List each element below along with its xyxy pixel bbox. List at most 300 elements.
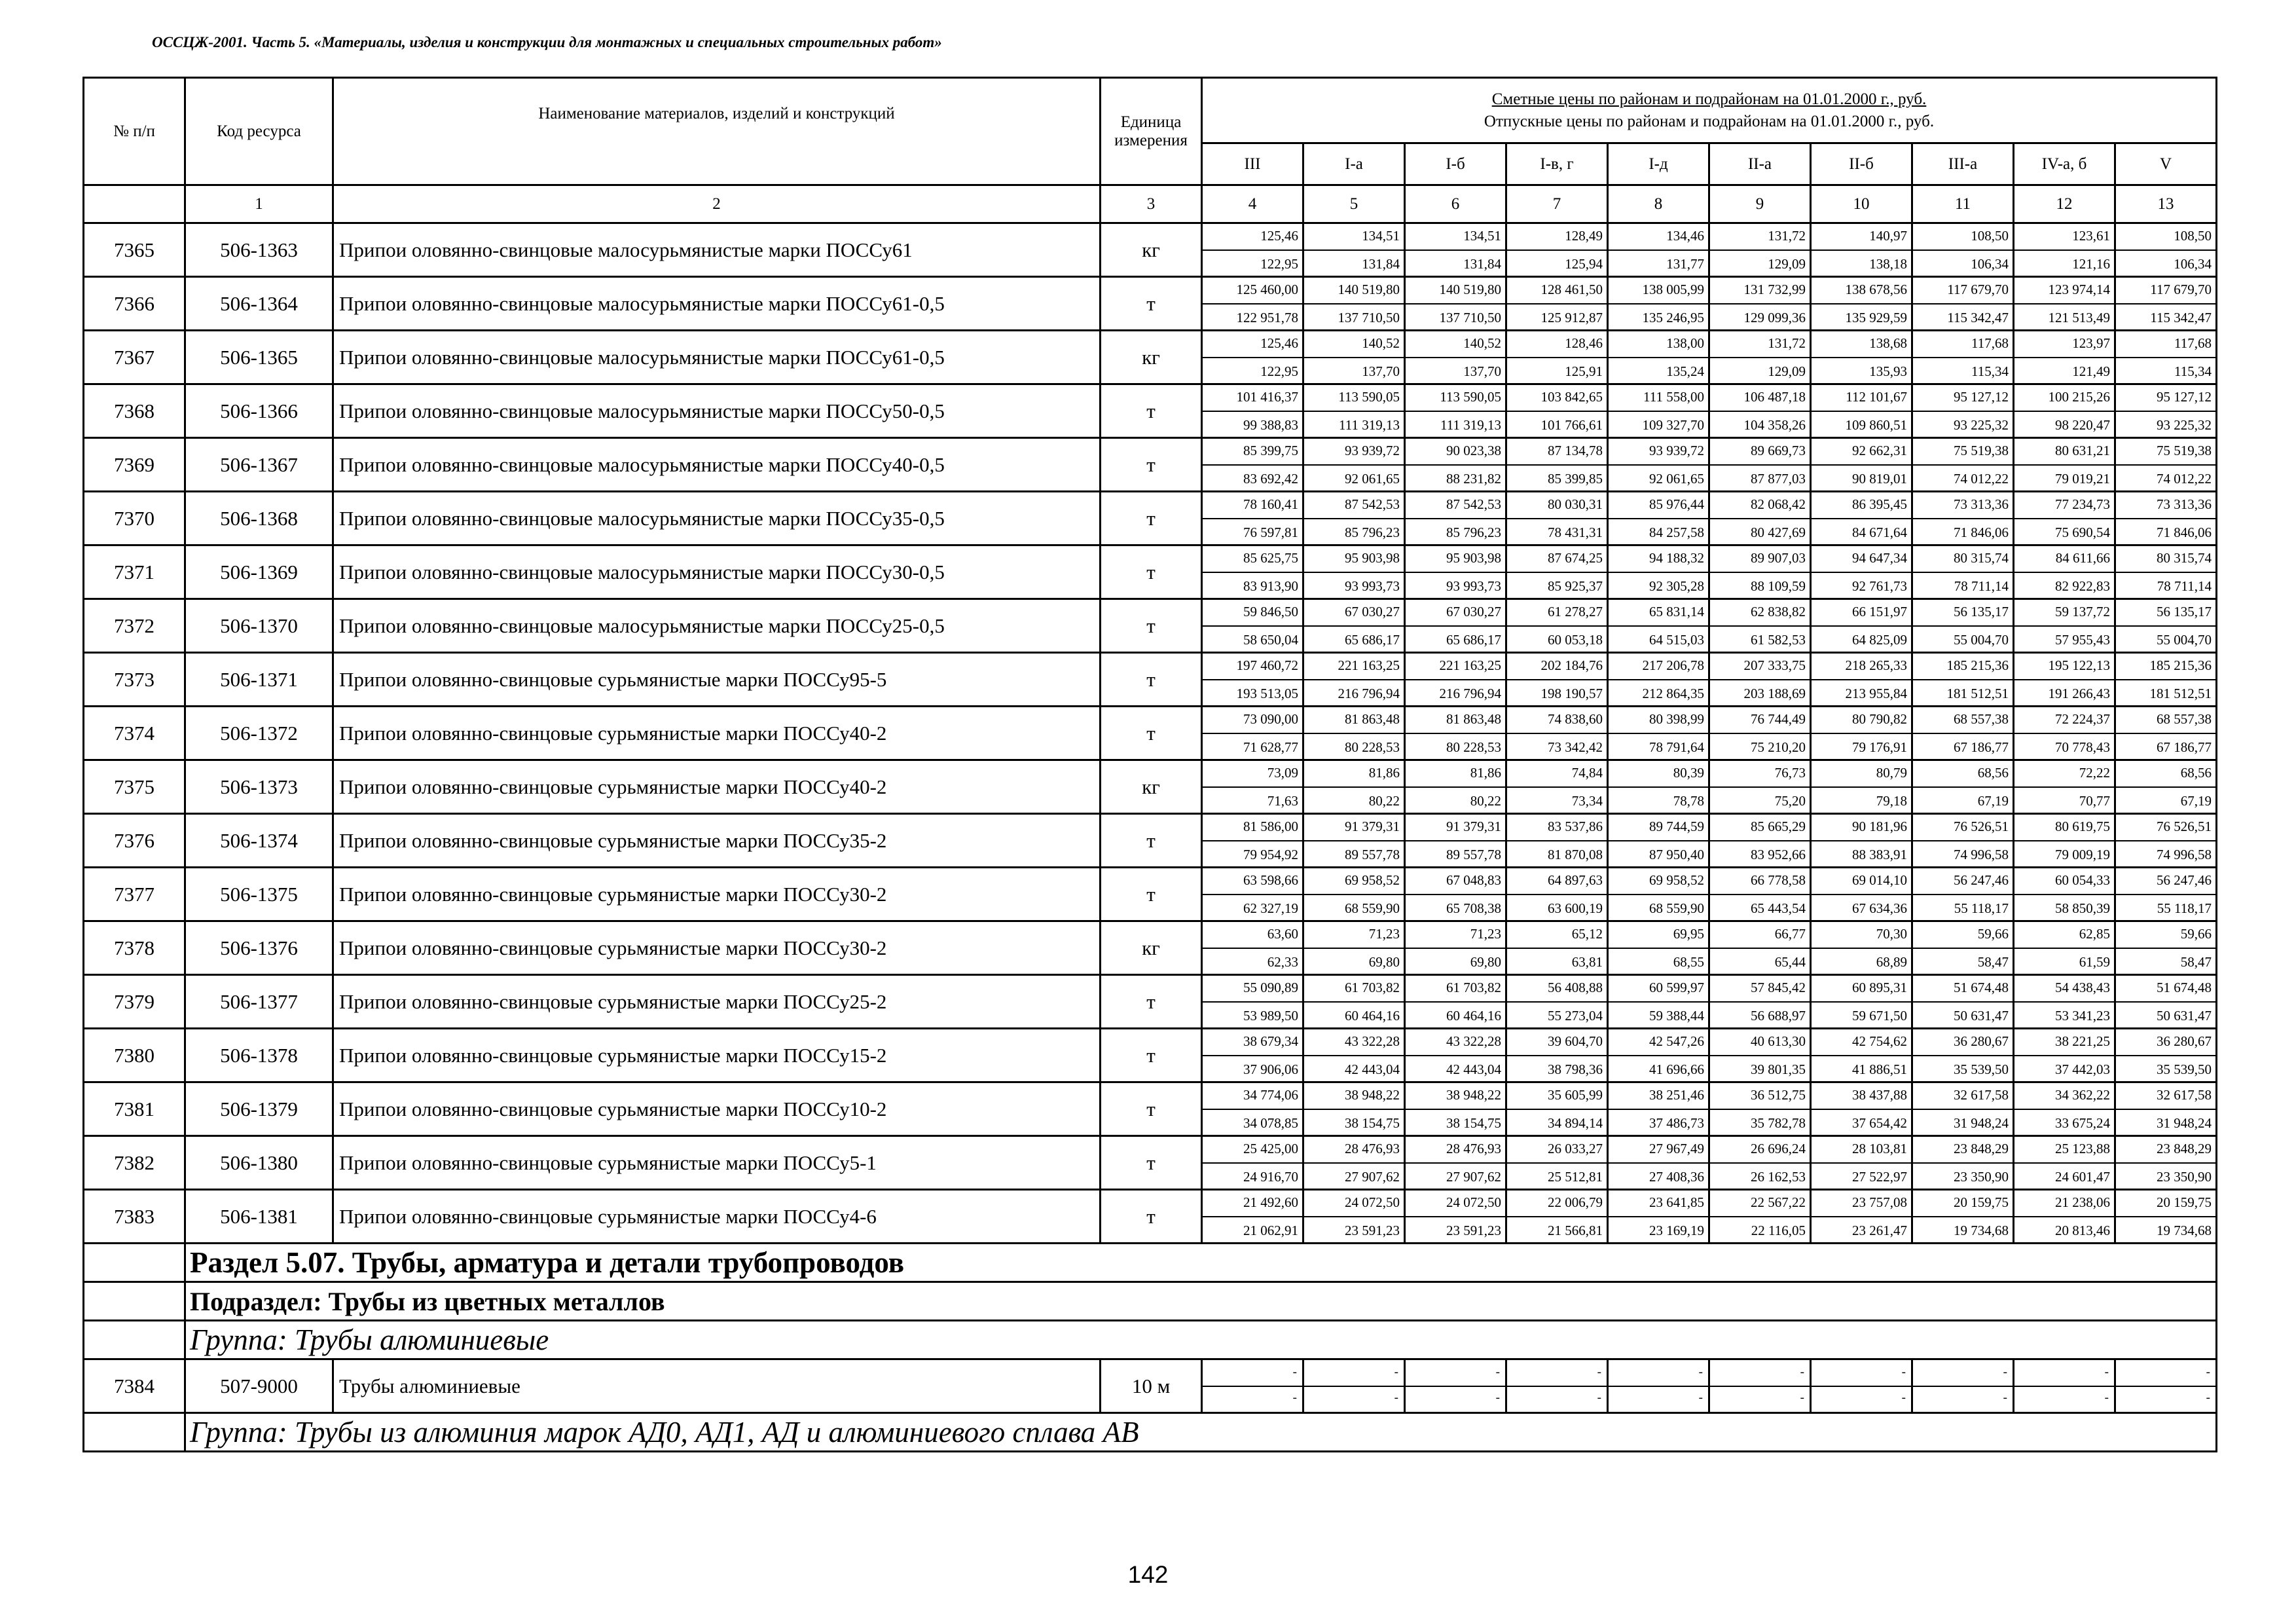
- estimate-price: 89 669,73: [1710, 439, 1810, 466]
- estimate-price: 111 558,00: [1609, 385, 1708, 412]
- price-cell: [1405, 653, 1506, 707]
- price-cell: [2014, 384, 2115, 438]
- estimate-price: 140,97: [1812, 224, 1911, 251]
- price-cell: [1608, 868, 1709, 921]
- release-price: 55 004,70: [1954, 632, 2009, 648]
- release-price: 23 169,19: [1649, 1223, 1704, 1238]
- estimate-price: 62,85: [2014, 922, 2114, 949]
- estimate-price: 123,97: [2014, 331, 2114, 358]
- release-price: 65,44: [1774, 954, 1806, 970]
- estimate-price: 69,95: [1609, 922, 1708, 949]
- price-cell: [1405, 760, 1506, 814]
- estimate-price: 185 215,36: [1913, 654, 2013, 680]
- table-row: [84, 438, 2217, 492]
- price-cell: [1202, 975, 1303, 1029]
- price-cell: [1506, 707, 1608, 760]
- region-header: I-д: [1608, 143, 1709, 185]
- estimate-price: 36 280,67: [1913, 1029, 2013, 1056]
- price-cell: [1912, 1029, 2014, 1082]
- release-price: 39 801,35: [1751, 1061, 1806, 1077]
- release-price: 82 922,83: [2055, 578, 2110, 594]
- estimate-price: 117,68: [2116, 331, 2215, 358]
- release-price: 58,47: [1977, 954, 2009, 970]
- unit: т: [1101, 868, 1202, 921]
- estimate-price: 38 437,88: [1812, 1083, 1911, 1110]
- price-cell: [1506, 384, 1608, 438]
- price-cell: [1202, 331, 1303, 384]
- table-row: [84, 1136, 2217, 1190]
- release-price-dash: -: [1394, 1391, 1398, 1405]
- column-number-blank: [84, 185, 185, 223]
- estimate-price: 87 542,53: [1406, 492, 1505, 519]
- estimate-price: 125,46: [1203, 224, 1302, 251]
- estimate-price: 32 617,58: [1913, 1083, 2013, 1110]
- estimate-price: 85 665,29: [1710, 815, 1810, 841]
- release-price: 79 019,21: [2055, 471, 2110, 487]
- estimate-price: 80 790,82: [1812, 707, 1911, 734]
- estimate-price: 68 557,38: [2116, 707, 2215, 734]
- price-cell: [1405, 438, 1506, 492]
- table-row: [84, 331, 2217, 384]
- price-cell: [2115, 653, 2217, 707]
- estimate-price: 81,86: [1406, 761, 1505, 788]
- price-cell: [2115, 975, 2217, 1029]
- estimate-price: 72,22: [2014, 761, 2114, 788]
- release-price-dash: -: [1495, 1391, 1500, 1405]
- release-price: 88 109,59: [1751, 578, 1806, 594]
- release-price: 67 634,36: [1852, 900, 1907, 916]
- estimate-price: 63,60: [1203, 922, 1302, 949]
- price-cell: [1912, 1082, 2014, 1136]
- release-price: 104 358,26: [1743, 417, 1806, 433]
- release-price: 74 996,58: [1954, 847, 2009, 862]
- price-cell: [1405, 331, 1506, 384]
- price-cell: [1405, 1359, 1506, 1413]
- material-name: Припои оловянно-свинцовые сурьмянистые марки ПОССу10-2: [333, 1082, 1101, 1136]
- estimate-price: 131 732,99: [1710, 278, 1810, 304]
- estimate-price: 51 674,48: [1913, 976, 2013, 1003]
- header-name-text: Наименование материалов, изделий и конструкций: [538, 105, 895, 122]
- release-price: 57 955,43: [2055, 632, 2110, 648]
- release-price: 55 273,04: [1548, 1008, 1603, 1024]
- estimate-price-dash: -: [2116, 1360, 2215, 1387]
- table-row: [84, 277, 2217, 331]
- estimate-price-dash: -: [1609, 1360, 1708, 1387]
- estimate-price: 27 967,49: [1609, 1137, 1708, 1164]
- release-price: 89 557,78: [1345, 847, 1400, 862]
- release-price: 101 766,61: [1540, 417, 1603, 433]
- price-cell: [1202, 707, 1303, 760]
- estimate-price: 69 958,52: [1304, 868, 1404, 895]
- price-cell: [1506, 975, 1608, 1029]
- price-cell: [1608, 1029, 1709, 1082]
- release-price: 81 870,08: [1548, 847, 1603, 862]
- price-cell: [1608, 384, 1709, 438]
- release-price: 55 118,17: [1954, 900, 2009, 916]
- column-number: 13: [2115, 185, 2217, 223]
- release-price: 93 225,32: [2157, 417, 2212, 433]
- estimate-price: 138,68: [1812, 331, 1911, 358]
- release-price: 35 539,50: [1954, 1061, 2009, 1077]
- release-price: 23 261,47: [1852, 1223, 1907, 1238]
- price-cell: [1608, 599, 1709, 653]
- estimate-price-dash: -: [1710, 1360, 1810, 1387]
- release-price: 41 886,51: [1852, 1061, 1907, 1077]
- release-price: 85 925,37: [1548, 578, 1603, 594]
- price-cell: [1811, 223, 1912, 277]
- estimate-price: 91 379,31: [1406, 815, 1505, 841]
- release-price: 27 907,62: [1446, 1169, 1501, 1185]
- estimate-price: 38 251,46: [1609, 1083, 1708, 1110]
- price-cell: [1709, 223, 1811, 277]
- price-cell: [1405, 1190, 1506, 1244]
- estimate-price: 28 476,93: [1406, 1137, 1505, 1164]
- row-number: 7373: [84, 653, 185, 707]
- group-title-num-blank: [84, 1321, 185, 1359]
- estimate-price: 87 134,78: [1507, 439, 1607, 466]
- price-cell: [2014, 599, 2115, 653]
- release-price: 67 186,77: [1954, 739, 2009, 755]
- unit: т: [1101, 492, 1202, 545]
- release-price: 59 388,44: [1649, 1008, 1704, 1024]
- price-cell: [1303, 1359, 1405, 1413]
- estimate-price: 75 519,38: [2116, 439, 2215, 466]
- release-price: 56 688,97: [1751, 1008, 1806, 1024]
- estimate-price: 72 224,37: [2014, 707, 2114, 734]
- price-cell: [2014, 545, 2115, 599]
- price-cell: [1506, 814, 1608, 868]
- unit: т: [1101, 814, 1202, 868]
- release-price: 71 846,06: [1954, 525, 2009, 540]
- price-cell: [1709, 1359, 1811, 1413]
- estimate-price: 67 030,27: [1304, 600, 1404, 627]
- price-cell: [1709, 545, 1811, 599]
- release-price: 83 692,42: [1243, 471, 1298, 487]
- estimate-price: 38 679,34: [1203, 1029, 1302, 1056]
- price-cell: [2115, 599, 2217, 653]
- release-price: 92 305,28: [1649, 578, 1704, 594]
- price-cell: [1202, 599, 1303, 653]
- price-cell: [1709, 868, 1811, 921]
- price-cell: [1912, 1190, 2014, 1244]
- release-price: 216 796,94: [1439, 686, 1501, 701]
- group-title-row: [84, 1321, 2217, 1359]
- estimate-price: 128,49: [1507, 224, 1607, 251]
- material-name: Припои оловянно-свинцовые малосурьмянистые марки ПОССу61: [333, 223, 1101, 277]
- material-name: Припои оловянно-свинцовые сурьмянистые марки ПОССу25-2: [333, 975, 1101, 1029]
- estimate-price: 59,66: [1913, 922, 2013, 949]
- release-price: 181 512,51: [2149, 686, 2212, 701]
- release-price: 115 342,47: [2150, 310, 2212, 325]
- estimate-price: 55 090,89: [1203, 976, 1302, 1003]
- release-price: 60 464,16: [1446, 1008, 1501, 1024]
- section-title-num-blank: [84, 1244, 185, 1282]
- price-cell: [1811, 975, 1912, 1029]
- release-price: 38 798,36: [1548, 1061, 1603, 1077]
- price-cell: [1912, 921, 2014, 975]
- release-price: 83 913,90: [1243, 578, 1298, 594]
- price-cell: [1303, 814, 1405, 868]
- release-price: 115 342,47: [1947, 310, 2009, 325]
- estimate-price: 131,72: [1710, 224, 1810, 251]
- price-cell: [1912, 492, 2014, 545]
- release-price: 83 952,66: [1751, 847, 1806, 862]
- estimate-price: 61 703,82: [1304, 976, 1404, 1003]
- estimate-price: 20 159,75: [2116, 1190, 2215, 1217]
- estimate-price: 81,86: [1304, 761, 1404, 788]
- price-cell: [1912, 223, 2014, 277]
- release-price: 198 190,57: [1540, 686, 1603, 701]
- price-cell: [1912, 868, 2014, 921]
- region-header: III-а: [1912, 143, 2014, 185]
- price-cell: [1303, 653, 1405, 707]
- release-price: 53 341,23: [2055, 1008, 2110, 1024]
- material-name: Припои оловянно-свинцовые сурьмянистые марки ПОССу40-2: [333, 707, 1101, 760]
- price-cell: [1608, 760, 1709, 814]
- table-row: [84, 545, 2217, 599]
- estimate-price: 92 662,31: [1812, 439, 1911, 466]
- price-table: [82, 77, 2217, 1452]
- release-price: 22 116,05: [1751, 1223, 1806, 1238]
- price-cell: [1405, 1029, 1506, 1082]
- row-number: 7378: [84, 921, 185, 975]
- price-cell: [2115, 707, 2217, 760]
- estimate-price: 217 206,78: [1609, 654, 1708, 680]
- estimate-price: 61 278,27: [1507, 600, 1607, 627]
- release-price: 216 796,94: [1338, 686, 1400, 701]
- resource-code: 506-1372: [185, 707, 333, 760]
- release-price: 135,93: [1869, 363, 1907, 379]
- column-number: 1: [185, 185, 333, 223]
- column-number: 3: [1101, 185, 1202, 223]
- release-price: 131,84: [1463, 256, 1501, 272]
- release-price: 74 996,58: [2157, 847, 2212, 862]
- release-price: 92 761,73: [1852, 578, 1907, 594]
- release-price: 75 210,20: [1751, 739, 1806, 755]
- release-price: 65 686,17: [1345, 632, 1400, 648]
- estimate-price: 90 181,96: [1812, 815, 1911, 841]
- row-number: 7369: [84, 438, 185, 492]
- estimate-price: 80 315,74: [2116, 546, 2215, 573]
- price-cell: [1506, 1359, 1608, 1413]
- row-number: 7365: [84, 223, 185, 277]
- estimate-price: 81 863,48: [1406, 707, 1505, 734]
- estimate-price: 67 048,83: [1406, 868, 1505, 895]
- price-cell: [1709, 599, 1811, 653]
- release-price: 35 539,50: [2157, 1061, 2212, 1077]
- column-number: 2: [333, 185, 1101, 223]
- price-cell: [1405, 223, 1506, 277]
- estimate-price: 138 005,99: [1609, 278, 1708, 304]
- price-cell: [1912, 707, 2014, 760]
- release-price: 23 350,90: [2157, 1169, 2212, 1185]
- running-head: ОССЦЖ-2001. Часть 5. «Материалы, изделия и конструкции для монтажных и специальных строительных работ»: [152, 34, 942, 50]
- release-price: 78 711,14: [1954, 578, 2009, 594]
- unit: кг: [1101, 331, 1202, 384]
- price-cell: [1608, 1190, 1709, 1244]
- table-row: [84, 1190, 2217, 1244]
- estimate-price: 21 238,06: [2014, 1190, 2114, 1217]
- estimate-price-dash: -: [1203, 1360, 1302, 1387]
- price-cell: [1303, 760, 1405, 814]
- price-cell: [2115, 492, 2217, 545]
- price-cell: [1811, 1029, 1912, 1082]
- row-number: 7370: [84, 492, 185, 545]
- estimate-price: 95 127,12: [1913, 385, 2013, 412]
- price-cell: [1202, 1359, 1303, 1413]
- price-cell: [1202, 545, 1303, 599]
- release-price: 87 950,40: [1649, 847, 1704, 862]
- price-cell: [1303, 438, 1405, 492]
- column-number: 5: [1303, 185, 1405, 223]
- price-cell: [1811, 492, 1912, 545]
- price-cell: [1709, 707, 1811, 760]
- unit: кг: [1101, 223, 1202, 277]
- release-price: 61 582,53: [1751, 632, 1806, 648]
- section-title: Раздел 5.07. Трубы, арматура и детали трубопроводов: [185, 1244, 2217, 1282]
- release-price: 121 513,49: [2048, 310, 2110, 325]
- estimate-price: 221 163,25: [1406, 654, 1505, 680]
- price-cell: [1506, 223, 1608, 277]
- material-name: Припои оловянно-свинцовые сурьмянистые марки ПОССу4-6: [333, 1190, 1101, 1244]
- price-cell: [1608, 1359, 1709, 1413]
- estimate-price: 65 831,14: [1609, 600, 1708, 627]
- estimate-price: 56 247,46: [2116, 868, 2215, 895]
- group-title-2-num-blank: [84, 1413, 185, 1452]
- price-cell: [1303, 1029, 1405, 1082]
- price-cell: [1709, 492, 1811, 545]
- price-cell: [1811, 760, 1912, 814]
- release-price: 111 319,13: [1339, 417, 1400, 433]
- unit: т: [1101, 707, 1202, 760]
- price-cell: [2115, 1190, 2217, 1244]
- price-cell: [1405, 492, 1506, 545]
- estimate-price: 128 461,50: [1507, 278, 1607, 304]
- estimate-price: 36 512,75: [1710, 1083, 1810, 1110]
- row-number: 7372: [84, 599, 185, 653]
- row-number: 7366: [84, 277, 185, 331]
- release-price: 80 427,69: [1751, 525, 1806, 540]
- release-price: 129 099,36: [1743, 310, 1806, 325]
- price-cell: [1303, 1190, 1405, 1244]
- release-price-dash: -: [1698, 1391, 1703, 1405]
- price-cell: [1405, 1136, 1506, 1190]
- unit: кг: [1101, 760, 1202, 814]
- estimate-price: 85 399,75: [1203, 439, 1302, 466]
- estimate-price: 80 030,31: [1507, 492, 1607, 519]
- price-cell: [1709, 1190, 1811, 1244]
- release-price: 181 512,51: [1946, 686, 2009, 701]
- price-cell: [1608, 438, 1709, 492]
- price-cell: [1811, 1190, 1912, 1244]
- estimate-price: 83 537,86: [1507, 815, 1607, 841]
- column-number: 6: [1405, 185, 1506, 223]
- release-price: 78 431,31: [1548, 525, 1603, 540]
- release-price: 23 591,23: [1345, 1223, 1400, 1238]
- release-price-dash: -: [2104, 1391, 2109, 1405]
- release-price: 125,91: [1565, 363, 1603, 379]
- price-cell: [1202, 760, 1303, 814]
- resource-code: 507-9000: [185, 1359, 333, 1413]
- release-price: 63,81: [1571, 954, 1603, 970]
- estimate-price: 73,09: [1203, 761, 1302, 788]
- release-price: 98 220,47: [2055, 417, 2110, 433]
- region-header: IV-а, б: [2014, 143, 2115, 185]
- price-cell: [1709, 653, 1811, 707]
- price-cell: [1811, 277, 1912, 331]
- price-cell: [2014, 707, 2115, 760]
- release-price: 115,34: [2174, 363, 2212, 379]
- price-cell: [2115, 277, 2217, 331]
- resource-code: 506-1365: [185, 331, 333, 384]
- price-cell: [1405, 599, 1506, 653]
- subsection-title: Подраздел: Трубы из цветных металлов: [185, 1282, 2217, 1321]
- release-price: 73 342,42: [1548, 739, 1603, 755]
- estimate-price: 140,52: [1406, 331, 1505, 358]
- estimate-price: 56 247,46: [1913, 868, 2013, 895]
- price-cell: [1405, 384, 1506, 438]
- price-cell: [1912, 384, 2014, 438]
- material-name: Припои оловянно-свинцовые сурьмянистые марки ПОССу30-2: [333, 921, 1101, 975]
- release-price: 109 327,70: [1642, 417, 1704, 433]
- price-cell: [1709, 975, 1811, 1029]
- estimate-price: 94 188,32: [1609, 546, 1708, 573]
- price-cell: [1912, 545, 2014, 599]
- release-price: 68,89: [1876, 954, 1907, 970]
- release-price: 70,77: [2079, 793, 2110, 809]
- release-price: 27 408,36: [1649, 1169, 1704, 1185]
- estimate-price: 140 519,80: [1406, 278, 1505, 304]
- estimate-price-dash: -: [1507, 1360, 1607, 1387]
- row-number: 7381: [84, 1082, 185, 1136]
- price-cell: [2115, 1082, 2217, 1136]
- estimate-price: 140 519,80: [1304, 278, 1404, 304]
- release-price: 68 559,90: [1649, 900, 1704, 916]
- release-price: 121,16: [2072, 256, 2110, 272]
- release-price: 60 464,16: [1345, 1008, 1400, 1024]
- release-price: 84 671,64: [1852, 525, 1907, 540]
- release-price: 70 778,43: [2055, 739, 2110, 755]
- estimate-price: 34 774,06: [1203, 1083, 1302, 1110]
- header-num: № п/п: [84, 78, 185, 185]
- release-price: 67,19: [2180, 793, 2212, 809]
- release-price: 131,84: [1362, 256, 1400, 272]
- release-price: 84 257,58: [1649, 525, 1704, 540]
- release-price: 80 228,53: [1446, 739, 1501, 755]
- estimate-price: 207 333,75: [1710, 654, 1810, 680]
- release-price: 37 486,73: [1649, 1115, 1704, 1131]
- estimate-price: 123,61: [2014, 224, 2114, 251]
- release-price: 25 512,81: [1548, 1169, 1603, 1185]
- estimate-price: 91 379,31: [1304, 815, 1404, 841]
- release-price-dash: -: [2206, 1391, 2210, 1405]
- resource-code: 506-1376: [185, 921, 333, 975]
- estimate-price: 125,46: [1203, 331, 1302, 358]
- price-cell: [1608, 277, 1709, 331]
- estimate-price: 195 122,13: [2014, 654, 2114, 680]
- row-number: 7371: [84, 545, 185, 599]
- price-cell: [1912, 814, 2014, 868]
- release-price: 89 557,78: [1446, 847, 1501, 862]
- estimate-price: 113 590,05: [1304, 385, 1404, 412]
- estimate-price: 68,56: [2116, 761, 2215, 788]
- price-cell: [2115, 1359, 2217, 1413]
- estimate-price: 117,68: [1913, 331, 2013, 358]
- estimate-price: 134,46: [1609, 224, 1708, 251]
- release-price: 106,34: [2174, 256, 2212, 272]
- release-price: 79 176,91: [1852, 739, 1907, 755]
- estimate-price-dash: -: [1406, 1360, 1505, 1387]
